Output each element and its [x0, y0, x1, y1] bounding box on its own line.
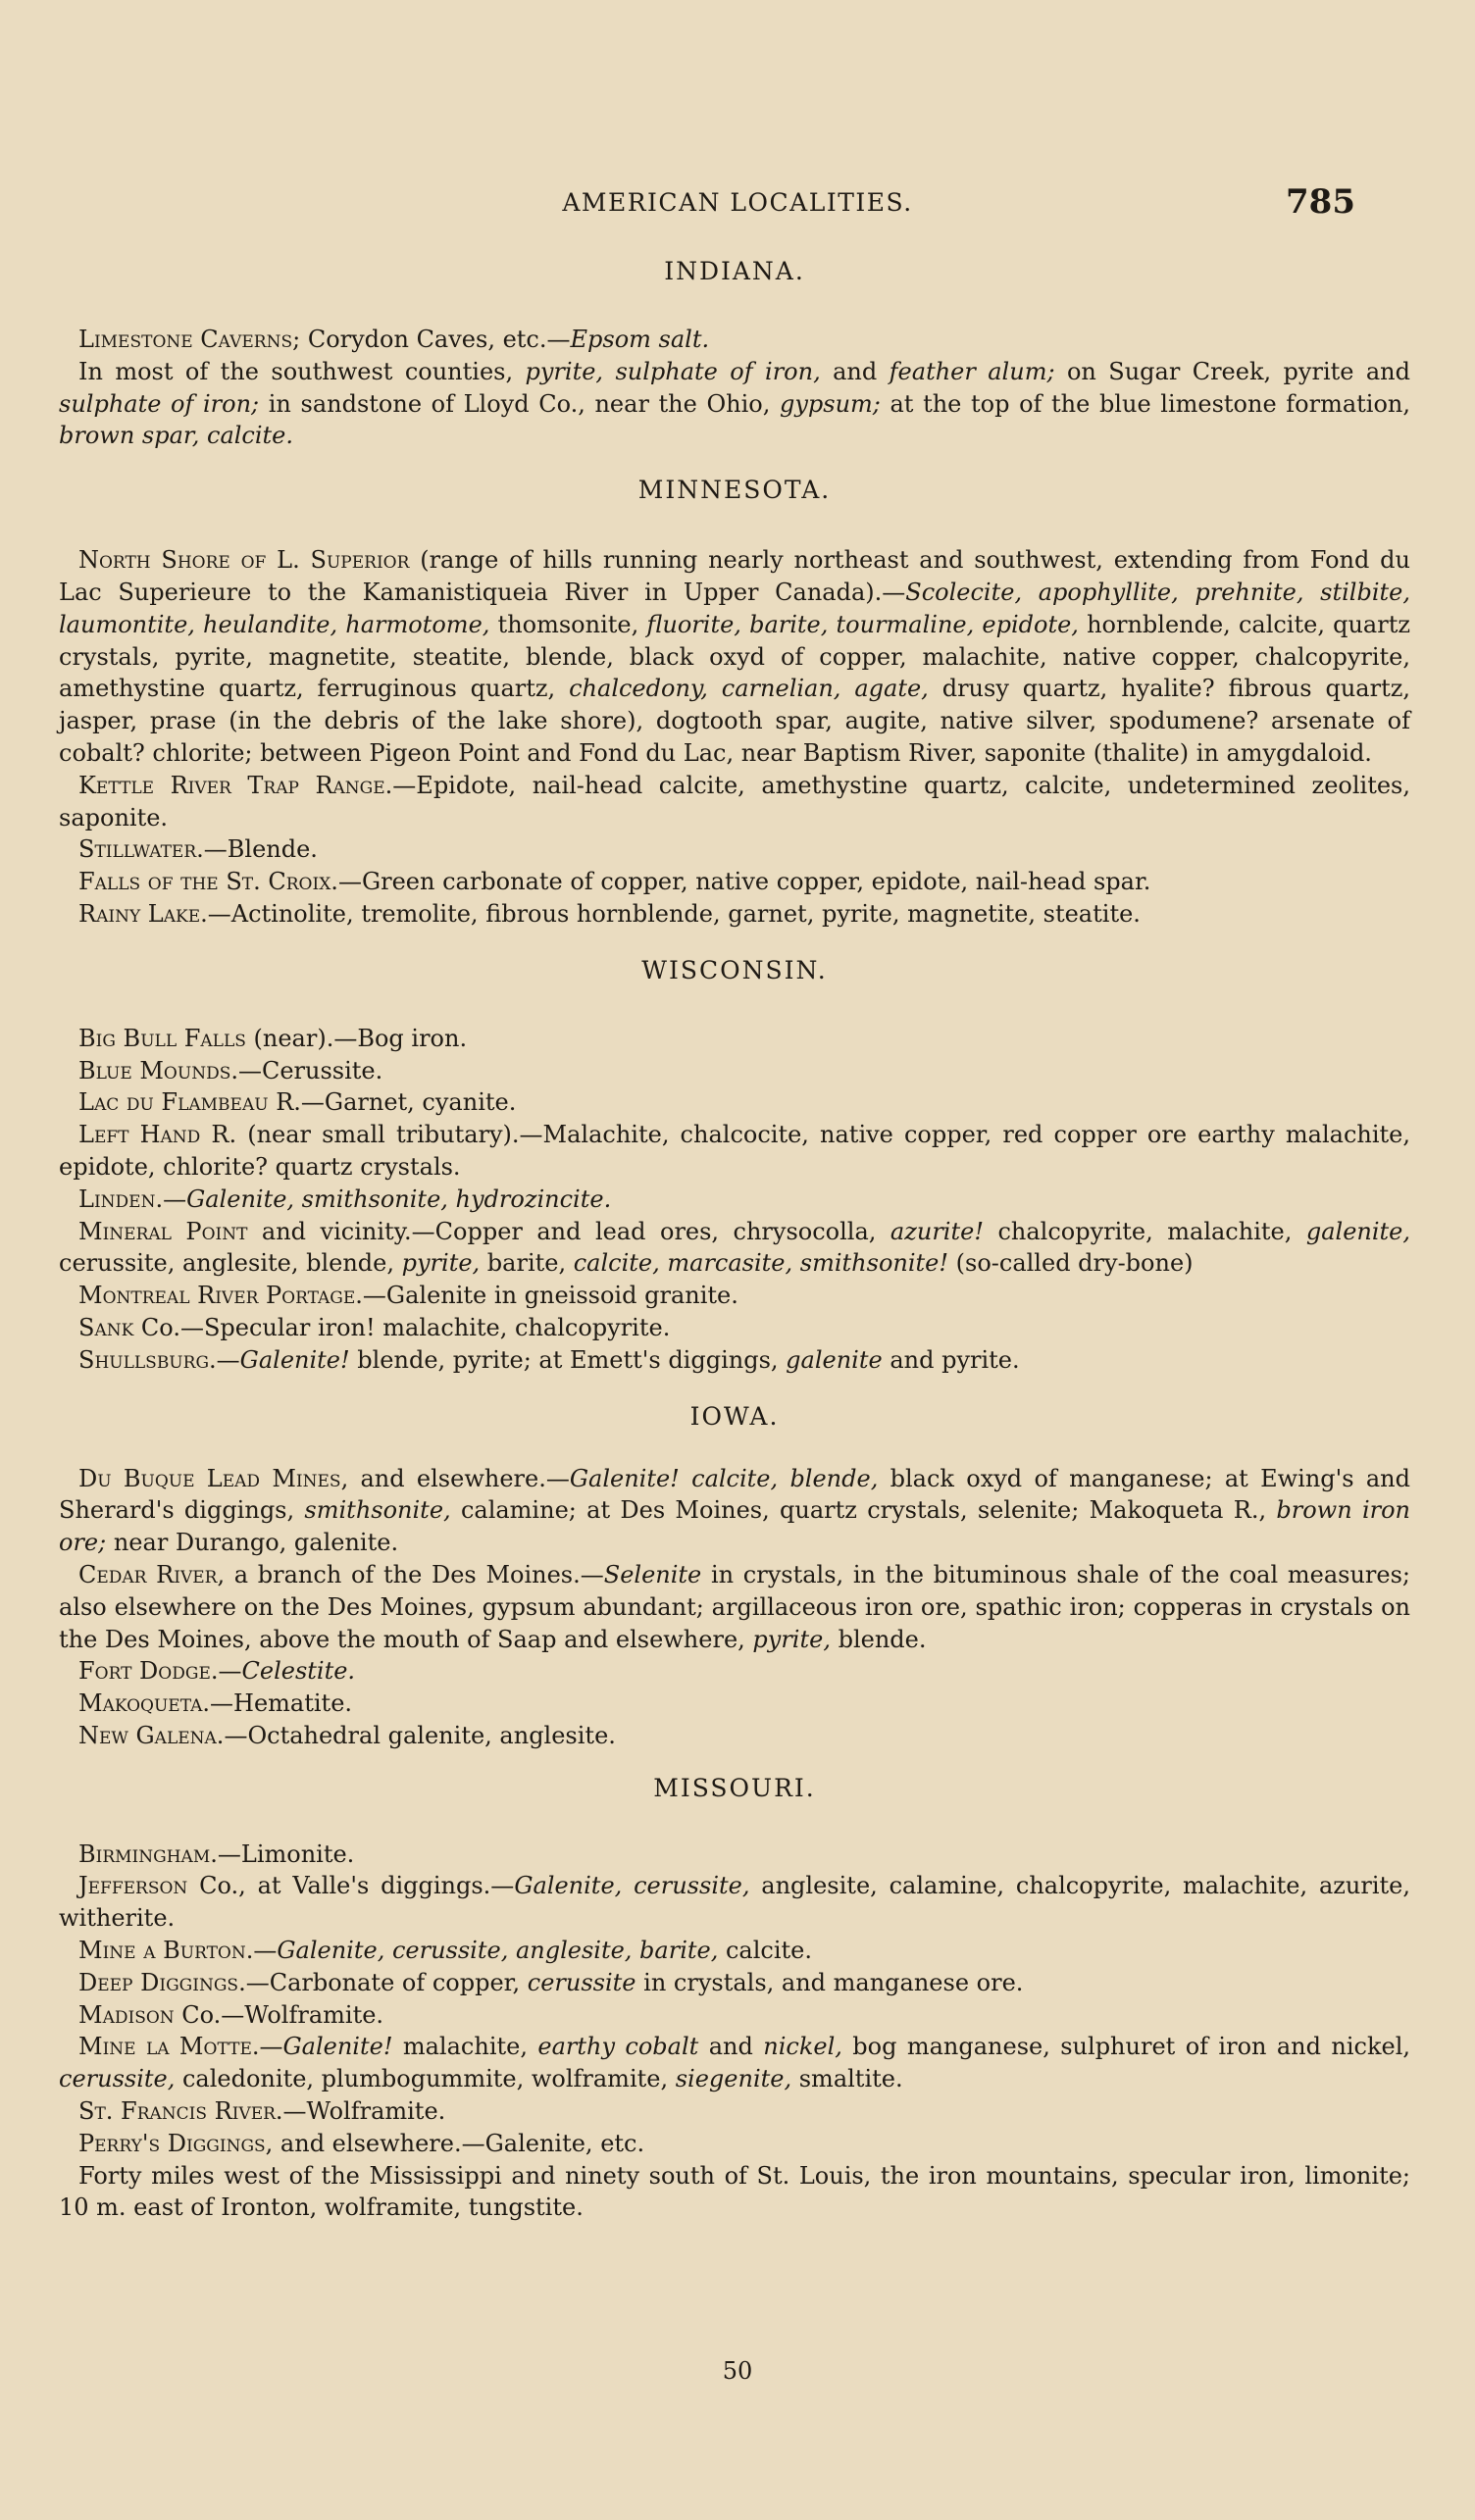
entry-text: (near).—Bog iron. — [245, 1024, 468, 1052]
entry-text: — — [218, 1657, 242, 1686]
locality-entry — [59, 544, 1410, 770]
locality-entry — [59, 1935, 1410, 1967]
locality-entry — [59, 1023, 1410, 1055]
state-section — [59, 1402, 1410, 1752]
entry-text: and — [820, 357, 890, 385]
mineral-emphasis: pyrite, — [401, 1249, 481, 1278]
locality-entry — [59, 1312, 1410, 1344]
entry-text: — — [163, 1184, 187, 1213]
entry-text: in crystals, and manganese ore. — [636, 1968, 1024, 1996]
locality-name: Shullsburg. — [78, 1345, 217, 1374]
locality-entry — [59, 770, 1410, 834]
locality-entry — [59, 1280, 1410, 1312]
mineral-emphasis: cerussite, — [59, 2065, 176, 2093]
mineral-emphasis: pyrite, sulphate of iron, — [525, 357, 821, 385]
locality-entry — [59, 2160, 1410, 2225]
entry-text: in sandstone of Lloyd Co., near the Ohio, — [259, 389, 780, 418]
entry-text: on Sugar Creek, pyrite and — [1054, 357, 1410, 385]
entry-text: — — [253, 1937, 278, 1965]
entry-text: bog manganese, sulphuret of iron and nickel, — [841, 2033, 1411, 2061]
entry-text: caledonite, plumbogummite, wolframite, — [175, 2065, 676, 2093]
locality-name: Blue Mounds. — [78, 1056, 238, 1084]
locality-name: Makoqueta. — [78, 1689, 211, 1718]
mineral-emphasis: Galenite, cerussite, — [514, 1872, 750, 1900]
mineral-emphasis: Selenite — [603, 1560, 702, 1588]
state-heading: INDIANA. — [664, 257, 805, 285]
mineral-emphasis: brown spar, calcite. — [59, 422, 294, 450]
locality-name: Stillwater. — [78, 835, 204, 864]
entry-text: and — [698, 2033, 764, 2061]
locality-name: New Galena. — [78, 1721, 225, 1749]
mineral-emphasis: Galenite! calcite, blende, — [569, 1464, 879, 1492]
locality-name: Du Buque Lead Mines, — [78, 1464, 349, 1492]
entry-text: blende, pyrite; at Emett's diggings, — [349, 1345, 787, 1374]
mineral-emphasis: calcite, marcasite, smithsonite! — [573, 1249, 949, 1278]
entry-text: smaltite. — [791, 2065, 903, 2093]
mineral-emphasis: galenite — [786, 1345, 883, 1374]
entry-text: and elsewhere.— — [348, 1464, 570, 1492]
entry-text: Co.—Wolframite. — [174, 2000, 384, 2029]
entry-text: in crystals, in the bituminous shale of the coal measures; also elsewhere on the Des Moines, gypsum abundant; argillaceous iron ore, spathic iron; copperas in crystals on the Des Moines, above the mouth of Saap and elsewhere, — [59, 1560, 1410, 1653]
state-section — [59, 476, 1410, 931]
locality-name: Kettle River Trap Range. — [78, 771, 393, 799]
entry-text: black oxyd of manganese; at Ewing's and Sherard's diggings, — [59, 1464, 1411, 1525]
mineral-emphasis: gypsum; — [779, 389, 881, 418]
state-section — [59, 257, 1410, 452]
locality-entry — [59, 1559, 1410, 1655]
entry-text: calcite. — [718, 1937, 813, 1965]
mineral-emphasis: galenite, — [1305, 1217, 1411, 1245]
mineral-emphasis: Epsom salt. — [570, 326, 710, 353]
locality-entry — [59, 1055, 1410, 1087]
locality-entry — [59, 1086, 1410, 1119]
entry-text: —Carbonate of copper, — [245, 1968, 528, 1996]
entry-text: Co., at Valle's diggings.— — [187, 1872, 515, 1900]
locality-name: Birmingham. — [78, 1840, 218, 1868]
entry-text: and pyrite. — [882, 1345, 1020, 1374]
state-heading: IOWA. — [689, 1401, 780, 1431]
entry-text: —Epidote, nail-head calcite, amethystine quartz, calcite, undetermined zeolites, saponite. — [59, 771, 1410, 832]
mineral-emphasis: siegenite, — [675, 2065, 792, 2093]
mineral-emphasis: azurite! — [890, 1217, 984, 1245]
locality-entry — [59, 2031, 1410, 2095]
locality-name: Left Hand — [78, 1121, 201, 1149]
entry-text: thomsonite, — [489, 610, 647, 638]
state-section — [59, 1774, 1410, 2225]
entry-text: anglesite, calamine, chalcopyrite, malachite, azurite, witherite. — [59, 1872, 1410, 1933]
locality-entry — [59, 1463, 1410, 1559]
entry-text: —Blende. — [203, 835, 318, 864]
mineral-emphasis: Galenite! — [282, 2033, 393, 2061]
entry-text: barite, — [480, 1249, 574, 1278]
locality-entry — [59, 2128, 1410, 2160]
page-body — [59, 257, 1410, 2224]
mineral-emphasis: Galenite, cerussite, anglesite, barite, — [277, 1937, 719, 1965]
locality-entry — [59, 866, 1410, 898]
mineral-emphasis: nickel, — [763, 2033, 842, 2061]
locality-name: Perry's Diggings, — [78, 2129, 274, 2157]
mineral-emphasis: sulphate of iron; — [59, 389, 260, 418]
page-number: 785 — [1286, 182, 1355, 222]
state-heading: WISCONSIN. — [641, 955, 828, 984]
locality-entry — [59, 2095, 1410, 2128]
mineral-emphasis: pyrite, — [752, 1625, 831, 1653]
locality-name: Cedar River, — [78, 1560, 226, 1588]
state-section — [59, 956, 1410, 1377]
locality-entry — [59, 1344, 1410, 1377]
locality-entry — [59, 1216, 1410, 1281]
mineral-emphasis: fluorite, barite, tourmaline, epidote, — [646, 610, 1079, 638]
entry-text: a branch of the Des Moines.— — [225, 1560, 604, 1588]
entry-text: Forty miles west of the Mississippi and ninety south of St. Louis, the iron mountains, specular iron, limonite; 10 m. east of Ironton, wolframite, tungstite. — [59, 2161, 1410, 2222]
locality-name: Mineral Point — [78, 1217, 248, 1245]
locality-entry — [59, 356, 1410, 452]
entry-text: (so-called dry-bone) — [948, 1249, 1194, 1278]
locality-entry — [59, 1119, 1410, 1184]
mineral-emphasis: chalcedony, carnelian, agate, — [569, 675, 929, 703]
entry-text: —Galenite in gneissoid granite. — [362, 1282, 738, 1310]
mineral-emphasis: smithsonite, — [304, 1496, 451, 1525]
locality-entry — [59, 1655, 1410, 1688]
entry-text: —Actinolite, tremolite, fibrous hornblende, garnet, pyrite, magnetite, steatite. — [207, 899, 1141, 928]
state-heading: MISSOURI. — [653, 1773, 816, 1802]
entry-text: and vicinity.—Copper and lead ores, chrysocolla, — [247, 1217, 890, 1245]
entry-text: —Cerussite. — [237, 1056, 383, 1084]
locality-name: Mine la Motte. — [78, 2033, 260, 2061]
locality-name: Jefferson — [78, 1872, 188, 1900]
entry-text: — — [216, 1345, 240, 1374]
locality-name: Deep Diggings. — [78, 1968, 246, 1996]
locality-name: St. Francis River. — [78, 2097, 283, 2126]
locality-name: Falls of the St. Croix. — [78, 868, 338, 896]
locality-name: Limestone Caverns — [78, 326, 293, 353]
mineral-emphasis: cerussite — [527, 1968, 636, 1996]
running-head — [0, 182, 1475, 222]
entry-text: —Octahedral galenite, anglesite. — [224, 1721, 616, 1749]
locality-name: North Shore of L. Superior — [78, 546, 410, 575]
mineral-emphasis: brown iron ore; — [59, 1496, 1411, 1557]
entry-text: — — [259, 2033, 283, 2061]
entry-text: chalcopyrite, malachite, — [983, 1217, 1306, 1245]
locality-name: Rainy Lake. — [78, 899, 208, 928]
locality-name: Madison — [78, 2000, 175, 2029]
entry-text: cerussite, anglesite, blende, — [59, 1249, 402, 1278]
locality-entry — [59, 1999, 1410, 2032]
locality-entry — [59, 1688, 1410, 1720]
locality-entry — [59, 1870, 1410, 1935]
mineral-emphasis: Celestite. — [241, 1657, 356, 1686]
locality-entry — [59, 1184, 1410, 1216]
entry-text: blende. — [830, 1625, 927, 1653]
locality-name: Lac du Flambeau — [78, 1088, 269, 1117]
entry-text: —Limonite. — [217, 1840, 355, 1868]
locality-name: Linden. — [78, 1184, 164, 1213]
entry-text: ; Corydon Caves, etc.— — [292, 326, 571, 353]
entry-text: R. (near small tributary).—Malachite, chalcocite, native copper, red copper ore earthy malachite, epidote, chlorite? quartz crystals. — [59, 1121, 1410, 1181]
locality-name: Sank — [78, 1313, 134, 1341]
signature-mark: 50 — [722, 2357, 753, 2385]
locality-name: Mine a Burton. — [78, 1937, 254, 1965]
entry-text: calamine; at Des Moines, quartz crystals, selenite; Makoqueta R., — [450, 1496, 1277, 1525]
locality-entry — [59, 898, 1410, 931]
locality-entry — [59, 1720, 1410, 1752]
entry-text: near Durango, galenite. — [106, 1529, 399, 1557]
locality-name: Big Bull Falls — [78, 1024, 246, 1052]
mineral-emphasis: Scolecite, apophyllite, prehnite, stilbite, laumontite, heulandite, harmotome, — [59, 578, 1410, 638]
entry-text: at the top of the blue limestone formation, — [880, 389, 1410, 418]
locality-entry — [59, 1839, 1410, 1871]
locality-entry — [59, 833, 1410, 866]
entry-text: hornblende, calcite, quartz crystals, pyrite, magnetite, steatite, blende, black oxyd of copper, malachite, native copper, chalcopyrite, amethystine quartz, ferruginous quartz, — [59, 610, 1410, 703]
mineral-emphasis: feather alum; — [889, 357, 1055, 385]
locality-entry — [59, 1967, 1410, 1999]
entry-text: —Green carbonate of copper, native copper, epidote, nail-head spar. — [337, 868, 1151, 896]
mineral-emphasis: Galenite, smithsonite, hydrozincite. — [186, 1184, 612, 1213]
entry-text: and elsewhere.—Galenite, etc. — [273, 2129, 645, 2157]
entry-text: Co.—Specular iron! malachite, chalcopyrite. — [133, 1313, 671, 1341]
mineral-emphasis: earthy cobalt — [537, 2033, 699, 2061]
locality-name: Montreal River Portage. — [78, 1282, 363, 1310]
mineral-emphasis: Galenite! — [239, 1345, 350, 1374]
running-title: AMERICAN LOCALITIES. — [562, 188, 913, 217]
locality-entry — [59, 324, 1410, 356]
locality-name: Fort Dodge. — [78, 1657, 219, 1686]
entry-text: drusy quartz, hyalite? fibrous quartz, jasper, prase (in the debris of the lake shore), dogtooth spar, augite, native silver, spodumene? arsenate of cobalt? chlorite; between Pigeon Point and Fond du Lac, near Baptism River, saponite (thalite) in amygdaloid. — [59, 675, 1411, 767]
entry-text: —Wolframite. — [282, 2097, 446, 2126]
entry-text: malachite, — [392, 2033, 538, 2061]
entry-text: In most of the southwest counties, — [78, 357, 526, 385]
entry-text: —Hematite. — [210, 1689, 353, 1718]
entry-text: (range of hills running nearly northeast and southwest, extending from Fond du Lac Superieure to the Kamanistiqueia River in Upper Canada).— — [59, 546, 1411, 606]
entry-text: R.—Garnet, cyanite. — [268, 1088, 517, 1117]
state-heading: MINNESOTA. — [637, 476, 832, 505]
